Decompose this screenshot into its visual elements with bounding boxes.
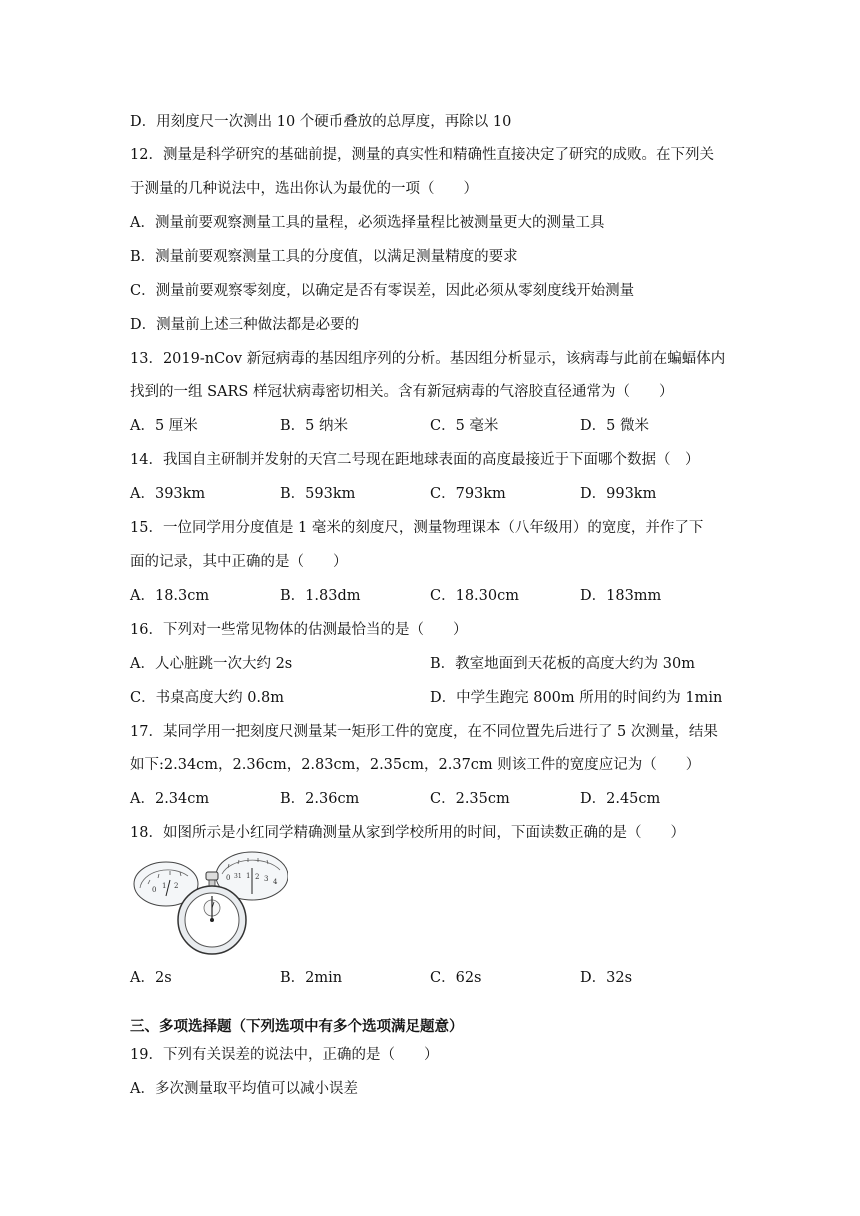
q12-stem-line1: 12．测量是科学研究的基础前提，测量的真实性和精确性直接决定了研究的成败。在下列关 xyxy=(130,147,714,163)
q14-stem: 14．我国自主研制并发射的天宫二号现在距地球表面的高度最接近于下面哪个数据（ ） xyxy=(130,452,700,468)
q12-option-b: B．测量前要观察测量工具的分度值，以满足测量精度的要求 xyxy=(130,249,518,265)
second-scale-3: 3 xyxy=(264,875,269,883)
q14-option-d: D．993km xyxy=(580,486,657,502)
q14-option-b: B．593km xyxy=(280,486,356,502)
q17-option-c: C．2.35cm xyxy=(430,791,510,807)
q12-option-a: A．测量前要观察测量工具的量程，必须选择量程比被测量更大的测量工具 xyxy=(130,215,605,231)
q15-option-d: D．183mm xyxy=(580,588,662,604)
minute-scale-2: 2 xyxy=(174,882,179,890)
q15-stem-line2: 面的记录，其中正确的是（ ） xyxy=(130,554,348,570)
q15-stem-line1: 15．一位同学用分度值是 1 毫米的刻度尺，测量物理课本（八年级用）的宽度，并作了下 xyxy=(130,520,704,536)
q17-stem-line2: 如下:2.34cm，2.36cm，2.83cm，2.35cm，2.37cm 则该工件的宽度应记为（ ） xyxy=(130,757,701,773)
q13-stem-line1: 13．2019-nCov 新冠病毒的基因组序列的分析。基因组分析显示，该病毒与此前在蝙蝠体内 xyxy=(130,351,726,367)
q15-option-c: C．18.30cm xyxy=(430,588,519,604)
minute-scale-1: 1 xyxy=(162,882,167,890)
second-scale-0: 0 xyxy=(226,874,231,882)
q16-option-c: C．书桌高度大约 0.8m xyxy=(130,690,285,706)
q16-option-d: D．中学生跑完 800m 所用的时间约为 1min xyxy=(430,690,723,706)
second-scale-31: 31 xyxy=(234,873,242,880)
q18-option-d: D．32s xyxy=(580,970,633,986)
q12-option-d: D．测量前上述三种做法都是必要的 xyxy=(130,317,360,333)
q14-option-a: A．393km xyxy=(130,486,206,502)
q13-option-b: B．5 纳米 xyxy=(280,418,348,434)
q16-option-a: A．人心脏跳一次大约 2s xyxy=(130,656,293,672)
q14-option-c: C．793km xyxy=(430,486,506,502)
second-scale-1: 1 xyxy=(246,872,251,880)
q18-stem: 18．如图所示是小红同学精确测量从家到学校所用的时间，下面读数正确的是（ ） xyxy=(130,825,685,841)
q12-option-c: C．测量前要观察零刻度，以确定是否有零误差，因此必须从零刻度线开始测量 xyxy=(130,283,635,299)
q17-stem-line1: 17．某同学用一把刻度尺测量某一矩形工件的宽度，在不同位置先后进行了 5 次测量，结果 xyxy=(130,724,718,740)
q18-option-c: C．62s xyxy=(430,970,482,986)
q13-option-c: C．5 毫米 xyxy=(430,418,499,434)
q17-option-a: A．2.34cm xyxy=(130,791,210,807)
q17-option-b: B．2.36cm xyxy=(280,791,360,807)
minute-scale-0: 0 xyxy=(152,886,157,894)
q19-stem: 19．下列有关误差的说法中，正确的是（ ） xyxy=(130,1047,439,1063)
q16-stem: 16．下列对一些常见物体的估测最恰当的是（ ） xyxy=(130,622,468,638)
q17-option-d: D．2.45cm xyxy=(580,791,661,807)
section-3-title: 三、多项选择题（下列选项中有多个选项满足题意） xyxy=(130,1018,464,1035)
q13-option-d: D．5 微米 xyxy=(580,418,649,434)
q16-option-b: B．教室地面到天花板的高度大约为 30m xyxy=(430,656,695,672)
q12-stem-line2: 于测量的几种说法中，选出你认为最优的一项（ ） xyxy=(130,181,478,197)
second-scale-4: 4 xyxy=(273,878,278,886)
q18-option-a: A．2s xyxy=(130,970,172,986)
q13-stem-line2: 找到的一组 SARS 样冠状病毒密切相关。含有新冠病毒的气溶胶直径通常为（ ） xyxy=(130,384,674,400)
stopwatch-figure xyxy=(128,848,288,960)
q19-option-a: A．多次测量取平均值可以减小误差 xyxy=(130,1081,358,1097)
q11-option-d: D．用刻度尺一次测出 10 个硬币叠放的总厚度，再除以 10 xyxy=(130,114,512,130)
q15-option-a: A．18.3cm xyxy=(130,588,210,604)
second-scale-2: 2 xyxy=(255,873,260,881)
q18-option-b: B．2min xyxy=(280,970,343,986)
q15-option-b: B．1.83dm xyxy=(280,588,361,604)
q13-option-a: A．5 厘米 xyxy=(130,418,198,434)
stopwatch-icon xyxy=(128,848,288,960)
